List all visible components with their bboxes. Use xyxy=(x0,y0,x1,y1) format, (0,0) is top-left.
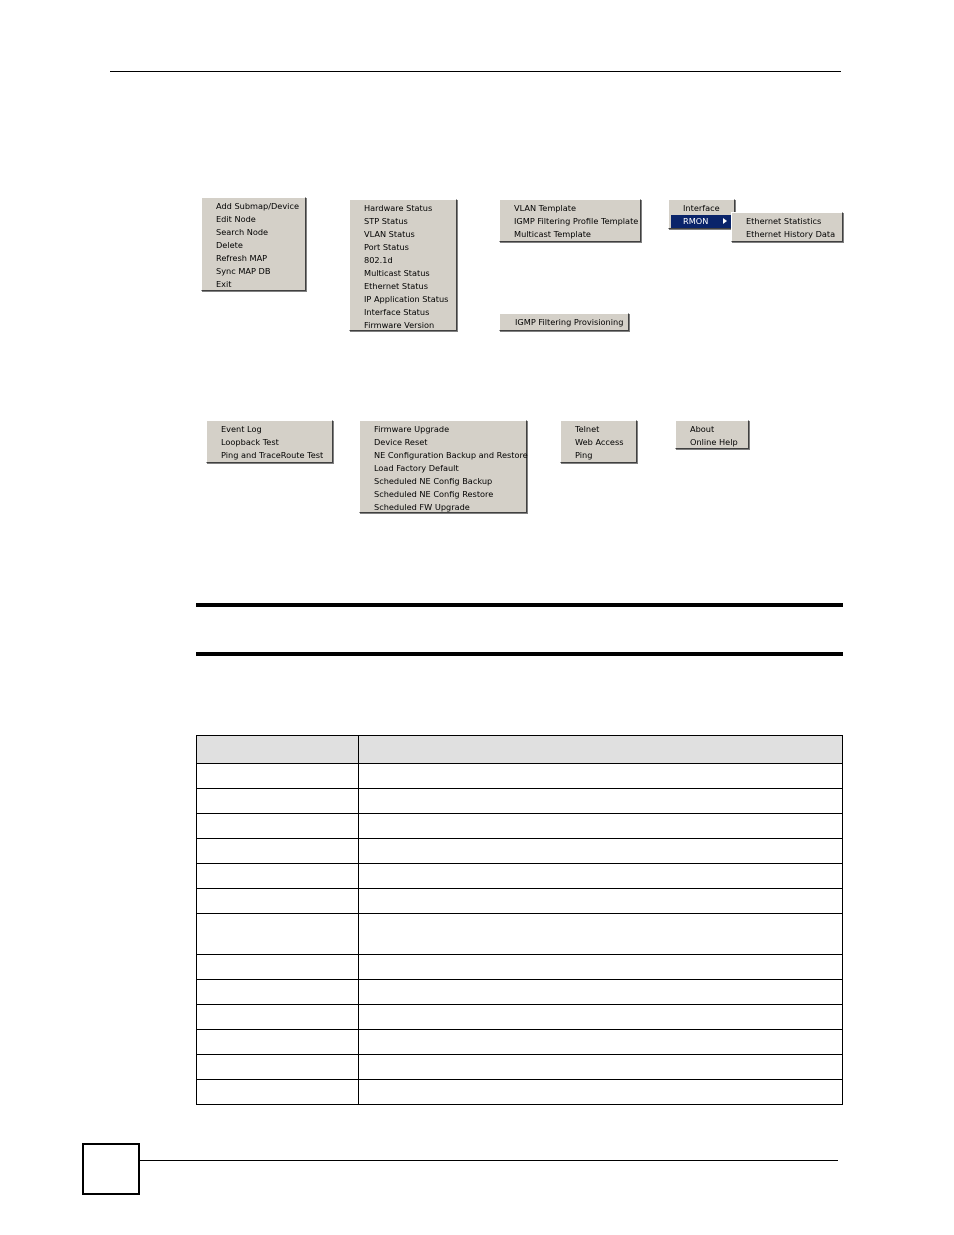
diagnostics-menu xyxy=(206,420,333,463)
table-cell xyxy=(358,914,842,955)
menu-item-interface-status[interactable]: Interface Status xyxy=(364,307,430,317)
menu-item-about[interactable]: About xyxy=(690,424,715,434)
table-cell xyxy=(197,1005,359,1030)
menu-item-multicast-template[interactable]: Multicast Template xyxy=(514,229,591,239)
menu-item-vlan-status[interactable]: VLAN Status xyxy=(364,229,415,239)
menu-item-ping[interactable]: Ping xyxy=(575,450,593,460)
provisioning-menu xyxy=(499,313,629,331)
menu-item-delete[interactable]: Delete xyxy=(216,240,243,250)
table-header-cell xyxy=(358,736,842,764)
menu-item-device-reset[interactable]: Device Reset xyxy=(374,437,428,447)
menu-item-rmon-label: RMON xyxy=(683,216,709,226)
table-row xyxy=(197,1030,843,1055)
menu-item-ping-traceroute-test[interactable]: Ping and TraceRoute Test xyxy=(221,450,324,460)
template-menu xyxy=(499,199,641,242)
table-cell xyxy=(197,789,359,814)
table-cell xyxy=(358,864,842,889)
menu-item-sync-map-db[interactable]: Sync MAP DB xyxy=(216,266,271,276)
table-cell xyxy=(358,1005,842,1030)
menu-item-stp-status[interactable]: STP Status xyxy=(364,216,408,226)
table-cell xyxy=(197,814,359,839)
menu-item-scheduled-ne-config-restore[interactable]: Scheduled NE Config Restore xyxy=(374,489,494,499)
menu-item-exit[interactable]: Exit xyxy=(216,279,232,289)
table-row xyxy=(197,914,843,955)
menu-item-event-log[interactable]: Event Log xyxy=(221,424,262,434)
menu-item-interface[interactable]: Interface xyxy=(683,203,720,213)
menu-item-ethernet-statistics[interactable]: Ethernet Statistics xyxy=(746,216,822,226)
menu-item-search-node[interactable]: Search Node xyxy=(216,227,269,237)
table-cell xyxy=(358,814,842,839)
menu-item-vlan-template[interactable]: VLAN Template xyxy=(514,203,577,213)
menu-item-loopback-test[interactable]: Loopback Test xyxy=(221,437,279,447)
table-row xyxy=(197,864,843,889)
footer-rule xyxy=(140,1160,838,1161)
table-row xyxy=(197,789,843,814)
menu-item-802-1d[interactable]: 802.1d xyxy=(364,255,393,265)
help-menu xyxy=(675,420,749,449)
menu-item-hardware-status[interactable]: Hardware Status xyxy=(364,203,433,213)
menu-item-load-factory-default[interactable]: Load Factory Default xyxy=(374,463,459,473)
menu-item-igmp-filtering-profile-template[interactable]: IGMP Filtering Profile Template xyxy=(514,216,639,226)
rmon-submenu xyxy=(731,212,843,242)
table-cell xyxy=(197,839,359,864)
menu-item-port-status[interactable]: Port Status xyxy=(364,242,409,252)
table-cell xyxy=(197,1055,359,1080)
table-cell xyxy=(358,789,842,814)
page-number-box xyxy=(82,1143,140,1195)
description-table xyxy=(196,735,843,1105)
table-cell xyxy=(197,955,359,980)
table-cell xyxy=(358,1030,842,1055)
table-row xyxy=(197,980,843,1005)
table-row xyxy=(197,955,843,980)
menu-item-edit-node[interactable]: Edit Node xyxy=(216,214,256,224)
table-row xyxy=(197,1005,843,1030)
menu-item-online-help[interactable]: Online Help xyxy=(690,437,738,447)
menu-item-rmon[interactable] xyxy=(671,215,732,228)
section-bottom-rule xyxy=(196,652,843,656)
menu-item-scheduled-ne-config-backup[interactable]: Scheduled NE Config Backup xyxy=(374,476,493,486)
table-cell xyxy=(197,1030,359,1055)
table-cell xyxy=(197,864,359,889)
table-row xyxy=(197,1055,843,1080)
table-row xyxy=(197,1080,843,1105)
table-cell xyxy=(358,764,842,789)
menu-item-add-submap[interactable]: Add Submap/Device xyxy=(216,201,299,211)
menu-item-firmware-version[interactable]: Firmware Version xyxy=(364,320,435,330)
menu-item-web-access[interactable]: Web Access xyxy=(575,437,624,447)
menu-item-refresh-map[interactable]: Refresh MAP xyxy=(216,253,268,263)
table-header-cell xyxy=(197,736,359,764)
menu-item-multicast-status[interactable]: Multicast Status xyxy=(364,268,430,278)
maintenance-menu xyxy=(359,420,527,513)
menu-item-telnet[interactable]: Telnet xyxy=(575,424,600,434)
menu-item-ne-config-backup-restore[interactable]: NE Configuration Backup and Restore xyxy=(374,450,528,460)
map-menu xyxy=(201,197,306,291)
table-cell xyxy=(358,955,842,980)
table-row xyxy=(197,839,843,864)
submenu-arrow-icon xyxy=(723,218,727,224)
table-cell xyxy=(358,980,842,1005)
menu-item-scheduled-fw-upgrade[interactable]: Scheduled FW Upgrade xyxy=(374,502,470,512)
table-cell xyxy=(197,914,359,955)
table-cell xyxy=(197,764,359,789)
table-cell xyxy=(197,980,359,1005)
table-cell xyxy=(358,839,842,864)
table-header-row xyxy=(197,736,843,764)
tools-menu xyxy=(560,420,637,463)
section-top-rule xyxy=(196,603,843,607)
menu-item-firmware-upgrade[interactable]: Firmware Upgrade xyxy=(374,424,450,434)
table-cell xyxy=(358,1055,842,1080)
table-cell xyxy=(358,1080,842,1105)
menu-item-ethernet-history-data[interactable]: Ethernet History Data xyxy=(746,229,836,239)
menu-item-ip-application-status[interactable]: IP Application Status xyxy=(364,294,449,304)
performance-menu xyxy=(668,199,735,229)
header-rule xyxy=(110,71,841,72)
table-cell xyxy=(197,1080,359,1105)
table-cell xyxy=(358,889,842,914)
menu-item-ethernet-status[interactable]: Ethernet Status xyxy=(364,281,428,291)
status-menu xyxy=(349,199,457,331)
table-cell xyxy=(197,889,359,914)
menu-item-igmp-filtering-provisioning[interactable]: IGMP Filtering Provisioning xyxy=(515,317,624,327)
table-row xyxy=(197,889,843,914)
table-row xyxy=(197,764,843,789)
table-row xyxy=(197,814,843,839)
